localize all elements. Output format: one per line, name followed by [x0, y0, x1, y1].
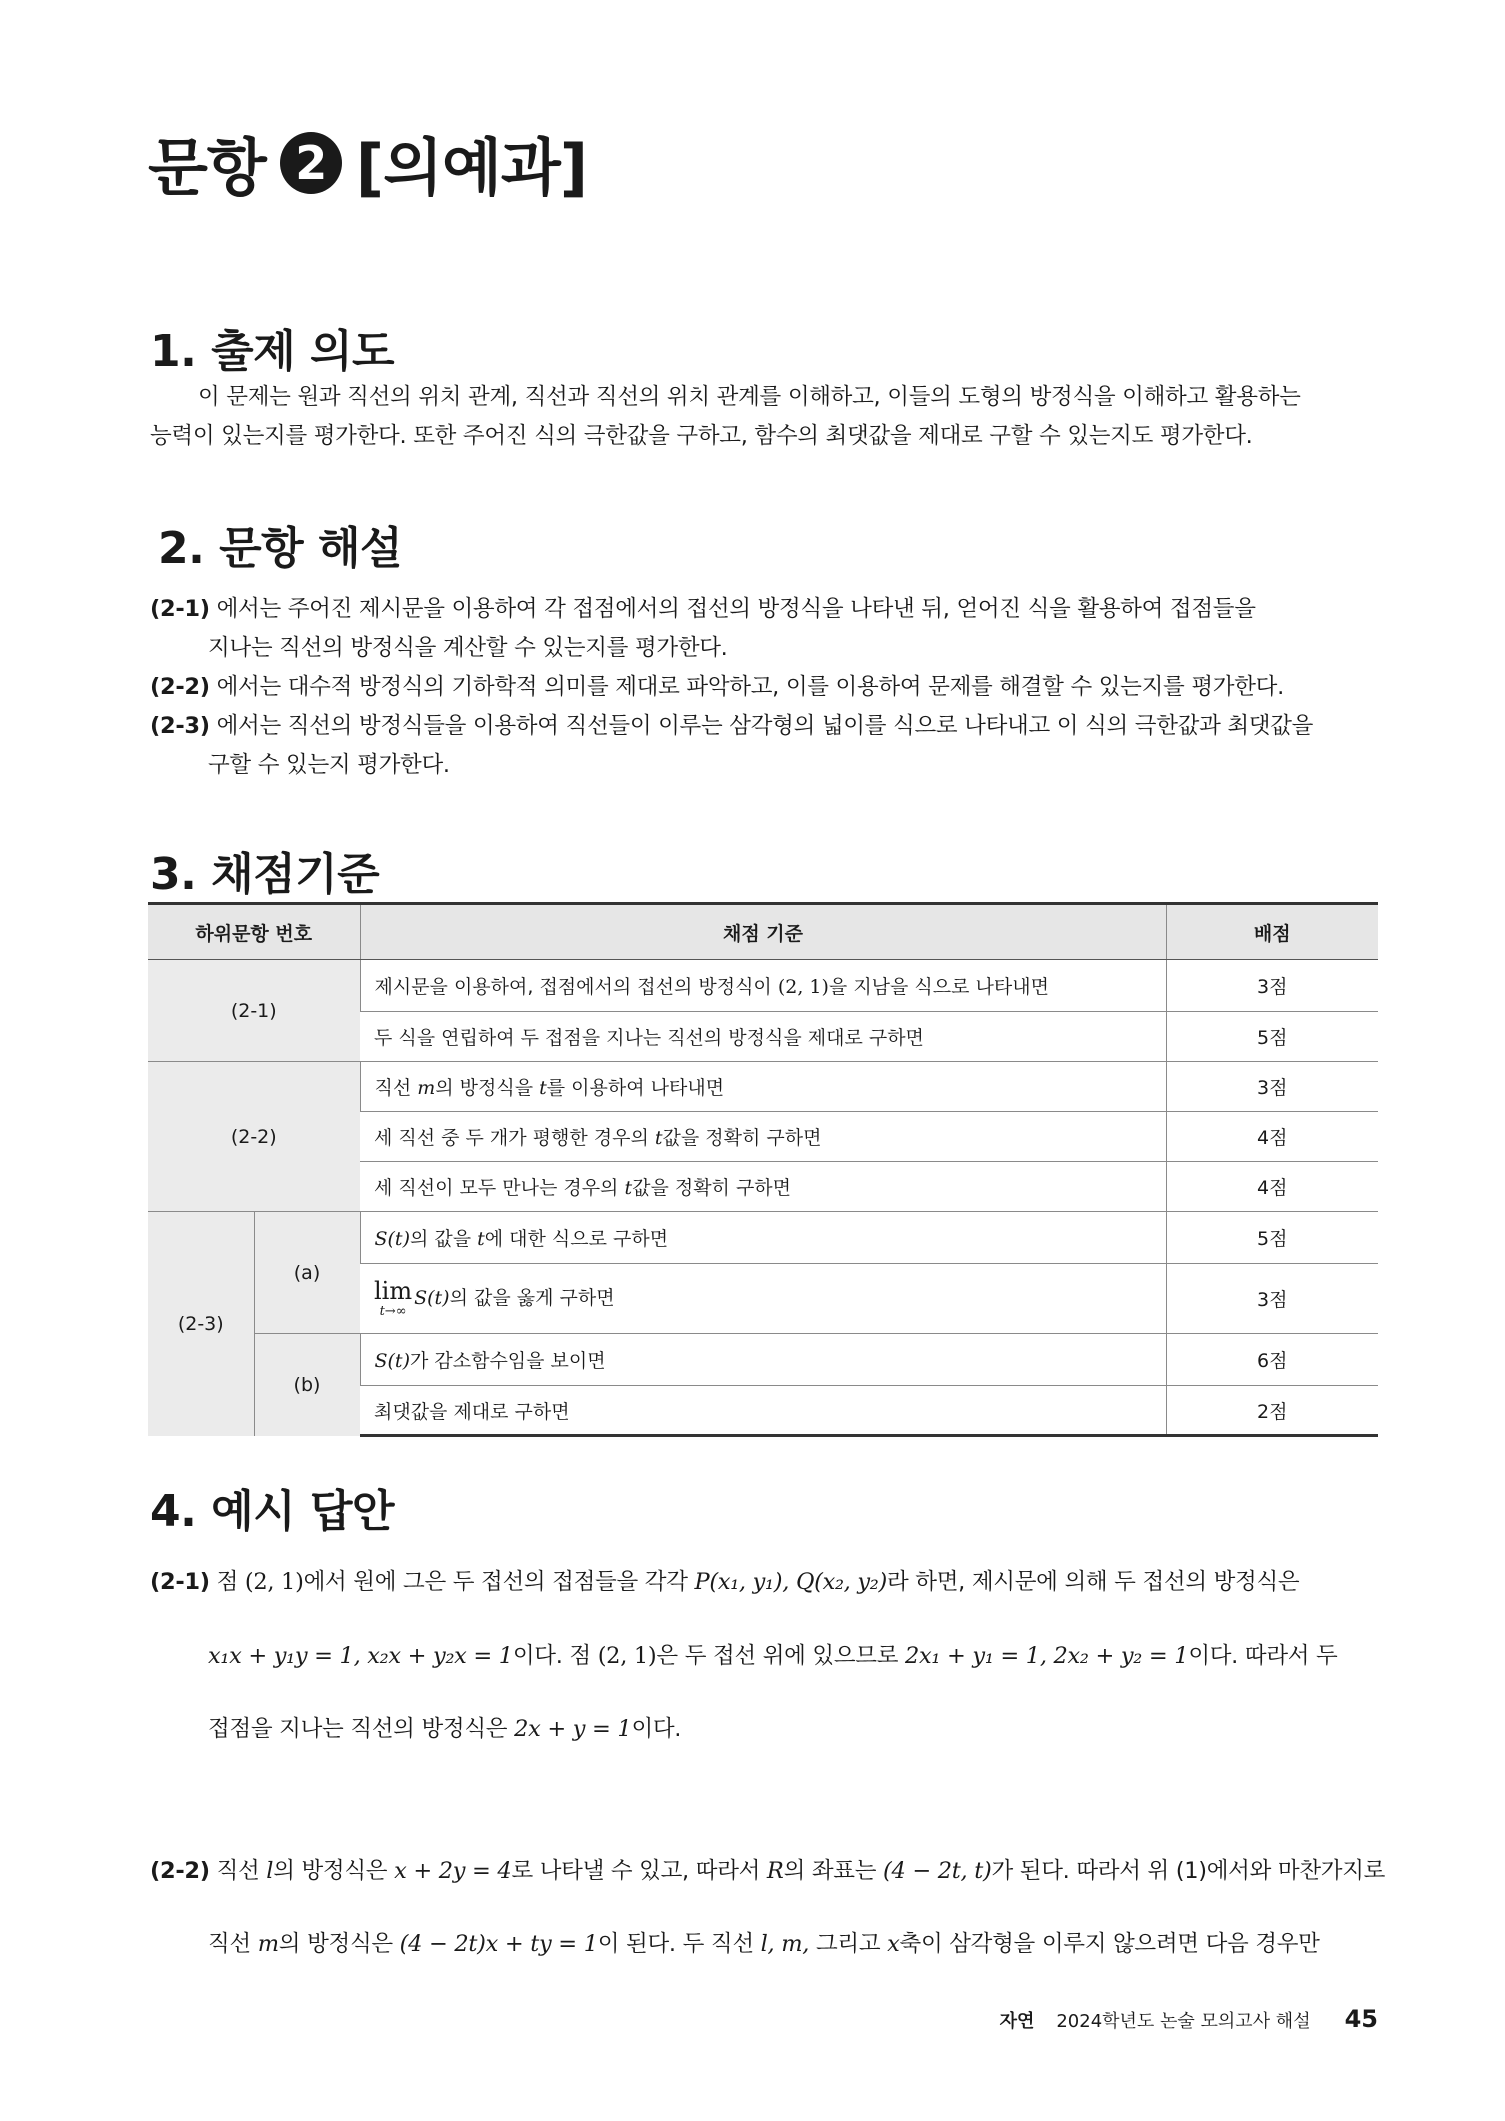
table-row: [148, 1212, 1378, 1264]
points-cell: 5점: [1166, 1012, 1378, 1062]
footer-category: 자연: [999, 2011, 1035, 2032]
group-2-3: (2-3): [148, 1212, 254, 1436]
points-cell: 4점: [1166, 1112, 1378, 1162]
explain-text: 에서는 대수적 방정식의 기하학적 의미를 제대로 파악하고, 이를 이용하여 문제를 해결할 수 있는지를 평가한다.: [216, 674, 1284, 700]
answer-2-2-line1: (2-2) 직선 l의 방정식은 x + 2y = 4로 나타낼 수 있고, 따라서 R의 좌표는 (4 − 2t, t)가 된다. 따라서 위 (1)에서와 마찬가지로: [150, 1858, 1386, 1884]
explain-item-2-1: [150, 590, 1256, 629]
explain-text: 에서는 주어진 제시문을 이용하여 각 접점에서의 접선의 방정식을 나타낸 뒤, 얻어진 식을 활용하여 접점들을: [216, 596, 1256, 622]
section1-line1: 이 문제는 원과 직선의 위치 관계, 직선과 직선의 위치 관계를 이해하고, 이들의 도형의 방정식을 이해하고 활용하는: [198, 384, 1301, 410]
question-number-badge: 2: [280, 132, 342, 194]
section4-heading: 4. 예시 답안: [150, 1486, 394, 1537]
points-cell: 3점: [1166, 1062, 1378, 1112]
subgroup-a: (a): [254, 1212, 360, 1334]
points-cell: 4점: [1166, 1162, 1378, 1212]
criteria-cell: 직선 m의 방정식을 t를 이용하여 나타내면: [360, 1062, 1166, 1112]
section2-heading: 2. 문항 해설: [158, 523, 402, 574]
points-cell: 6점: [1166, 1334, 1378, 1386]
section1-line2: 능력이 있는지를 평가한다. 또한 주어진 식의 극한값을 구하고, 함수의 최댓값을 제대로 구할 수 있는지도 평가한다.: [150, 423, 1253, 449]
criteria-cell: 두 식을 연립하여 두 접점을 지나는 직선의 방정식을 제대로 구하면: [360, 1012, 1166, 1062]
explain-text: 에서는 직선의 방정식들을 이용하여 직선들이 이루는 삼각형의 넓이를 식으로 나타내고 이 식의 극한값과 최댓값을: [216, 713, 1314, 739]
grading-header-row: [148, 904, 1378, 960]
explain-item-2-2: [150, 668, 1284, 707]
criteria-cell: S(t)가 감소함수임을 보이면: [360, 1334, 1166, 1386]
header-criteria: 채점 기준: [360, 904, 1166, 960]
page-title: [148, 118, 587, 207]
section3-heading: 3. 채점기준: [150, 849, 380, 900]
section1-heading: 1. 출제 의도: [150, 326, 394, 377]
criteria-cell: 세 직선이 모두 만나는 경우의 t값을 정확히 구하면: [360, 1162, 1166, 1212]
explain-item-2-1-cont: 지나는 직선의 방정식을 계산할 수 있는지를 평가한다.: [208, 635, 728, 661]
title-suffix: [의예과]: [355, 131, 588, 204]
answer-2-2-line2: 직선 m의 방정식은 (4 − 2t)x + ty = 1이 된다. 두 직선 l, m, 그리고 x축이 삼각형을 이루지 않으려면 다음 경우만: [208, 1931, 1320, 1957]
group-2-2: (2-2): [148, 1062, 360, 1212]
table-row: [148, 960, 1378, 1012]
explain-label: (2-3): [150, 713, 210, 739]
page-number: 45: [1344, 2005, 1378, 2033]
limit-symbol: lim t→∞: [374, 1277, 413, 1319]
criteria-cell: 세 직선 중 두 개가 평행한 경우의 t값을 정확히 구하면: [360, 1112, 1166, 1162]
answer-label: (2-1): [150, 1569, 210, 1595]
criteria-cell: 최댓값을 제대로 구하면: [360, 1386, 1166, 1436]
answer-2-1-line3: 접점을 지나는 직선의 방정식은 2x + y = 1이다.: [208, 1716, 682, 1742]
answer-label: (2-2): [150, 1858, 210, 1884]
points-cell: 3점: [1166, 1264, 1378, 1334]
answer-2-1-line1: (2-1) 점 (2, 1)에서 원에 그은 두 접선의 접점들을 각각 P(x₁, y₁), Q(x₂, y₂)라 하면, 제시문에 의해 두 접선의 방정식은: [150, 1569, 1300, 1595]
title-prefix: 문항: [148, 131, 266, 204]
points-cell: 5점: [1166, 1212, 1378, 1264]
points-cell: 3점: [1166, 960, 1378, 1012]
points-cell: 2점: [1166, 1386, 1378, 1436]
criteria-cell: S(t)의 값을 t에 대한 식으로 구하면: [360, 1212, 1166, 1264]
footer-text: 2024학년도 논술 모의고사 해설: [1056, 2011, 1311, 2032]
subgroup-b: (b): [254, 1334, 360, 1436]
criteria-cell: 제시문을 이용하여, 접점에서의 접선의 방정식이 (2, 1)을 지남을 식으로 나타내면: [360, 960, 1166, 1012]
explain-label: (2-2): [150, 674, 210, 700]
explain-item-2-3-cont: 구할 수 있는지 평가한다.: [208, 752, 450, 778]
answer-2-1-line2: x₁x + y₁y = 1, x₂x + y₂x = 1이다. 점 (2, 1)은 두 접선 위에 있으므로 2x₁ + y₁ = 1, 2x₂ + y₂ = 1이다. 따라서 두: [208, 1643, 1338, 1669]
grading-table: [148, 902, 1378, 1437]
criteria-cell: lim t→∞ S(t)의 값을 옳게 구하면: [360, 1264, 1166, 1334]
table-row: [148, 1062, 1378, 1112]
group-2-1: (2-1): [148, 960, 360, 1062]
explain-item-2-3: [150, 707, 1313, 746]
explain-label: (2-1): [150, 596, 210, 622]
page-footer: [1000, 2005, 1378, 2033]
table-row: [148, 1334, 1378, 1386]
header-subquestion: 하위문항 번호: [148, 904, 360, 960]
header-points: 배점: [1166, 904, 1378, 960]
